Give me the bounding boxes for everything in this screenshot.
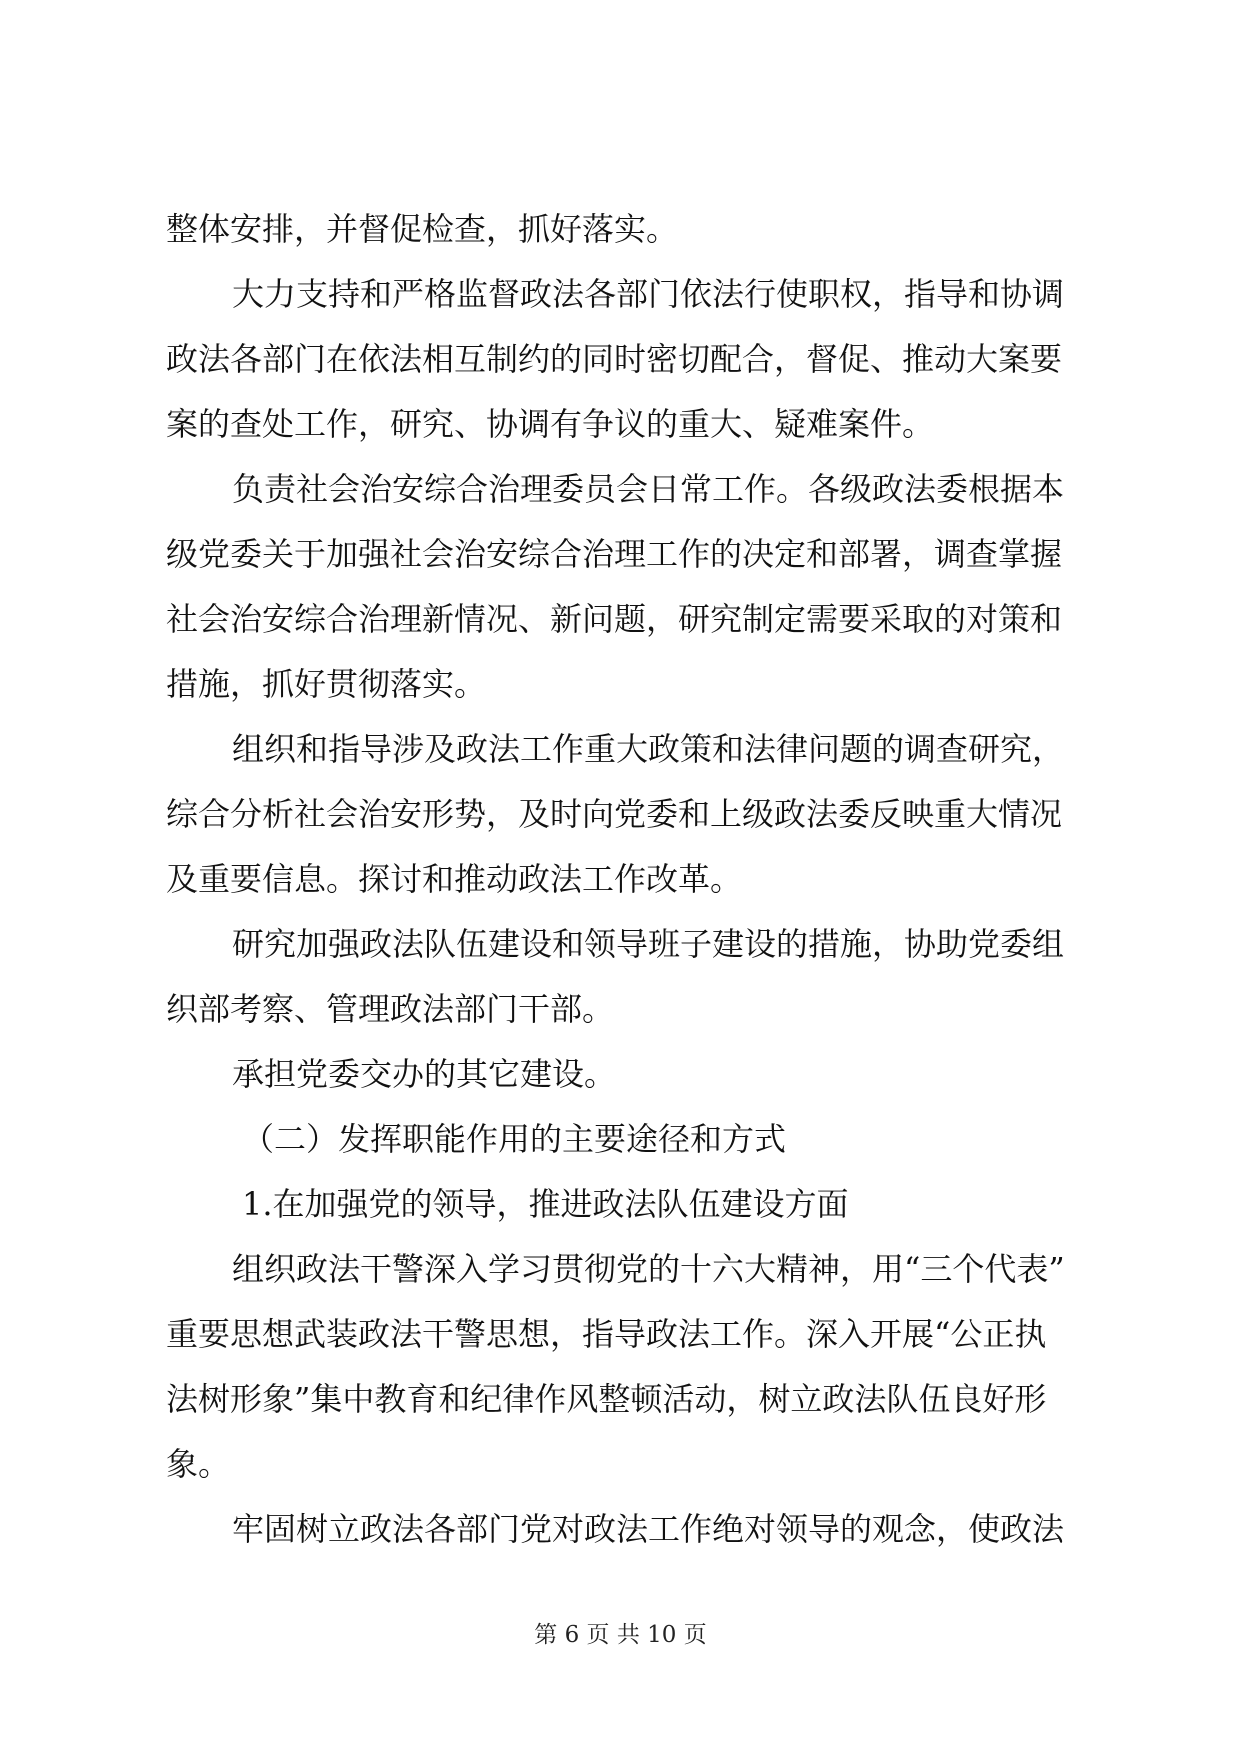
- text-line: 大力支持和严格监督政法各部门依法行使职权，指导和协调: [232, 275, 1065, 313]
- text-line: 负责社会治安综合治理委员会日常工作。各级政法委根据本: [232, 470, 1065, 508]
- text-line: 重要思想武装政法干警思想，指导政法工作。深入开展“公正执: [166, 1315, 1047, 1353]
- text-line: 法树形象”集中教育和纪律作风整顿活动，树立政法队伍良好形: [166, 1380, 1047, 1418]
- text-line: 研究加强政法队伍建设和领导班子建设的措施，协助党委组: [232, 925, 1065, 963]
- text-line: 组织和指导涉及政法工作重大政策和法律问题的调查研究，: [232, 730, 1065, 768]
- page-number-footer: 第 6 页 共 10 页: [534, 1622, 707, 1648]
- section-heading: （二）发挥职能作用的主要途径和方式: [242, 1120, 787, 1158]
- text-line: 社会治安综合治理新情况、新问题，研究制定需要采取的对策和: [166, 600, 1063, 638]
- text-line: 措施，抓好贯彻落实。: [166, 665, 487, 703]
- text-line: 承担党委交办的其它建设。: [232, 1055, 617, 1093]
- text-line: 牢固树立政法各部门党对政法工作绝对领导的观念，使政法: [232, 1510, 1065, 1548]
- text-line: 整体安排，并督促检查，抓好落实。: [166, 210, 679, 248]
- text-line: 级党委关于加强社会治安综合治理工作的决定和部署，调查掌握: [166, 535, 1063, 573]
- text-line: 案的查处工作，研究、协调有争议的重大、疑难案件。: [166, 405, 935, 443]
- text-line: 织部考察、管理政法部门干部。: [166, 990, 615, 1028]
- document-body: [166, 197, 1086, 1562]
- text-line: 组织政法干警深入学习贯彻党的十六大精神，用“三个代表”: [232, 1250, 1065, 1288]
- text-line: 及重要信息。探讨和推动政法工作改革。: [166, 860, 743, 898]
- subsection-heading: 1.在加强党的领导，推进政法队伍建设方面: [242, 1185, 849, 1223]
- text-line: 综合分析社会治安形势，及时向党委和上级政法委反映重大情况: [166, 795, 1063, 833]
- text-line: 象。: [166, 1445, 231, 1483]
- text-line: 政法各部门在依法相互制约的同时密切配合，督促、推动大案要: [166, 340, 1063, 378]
